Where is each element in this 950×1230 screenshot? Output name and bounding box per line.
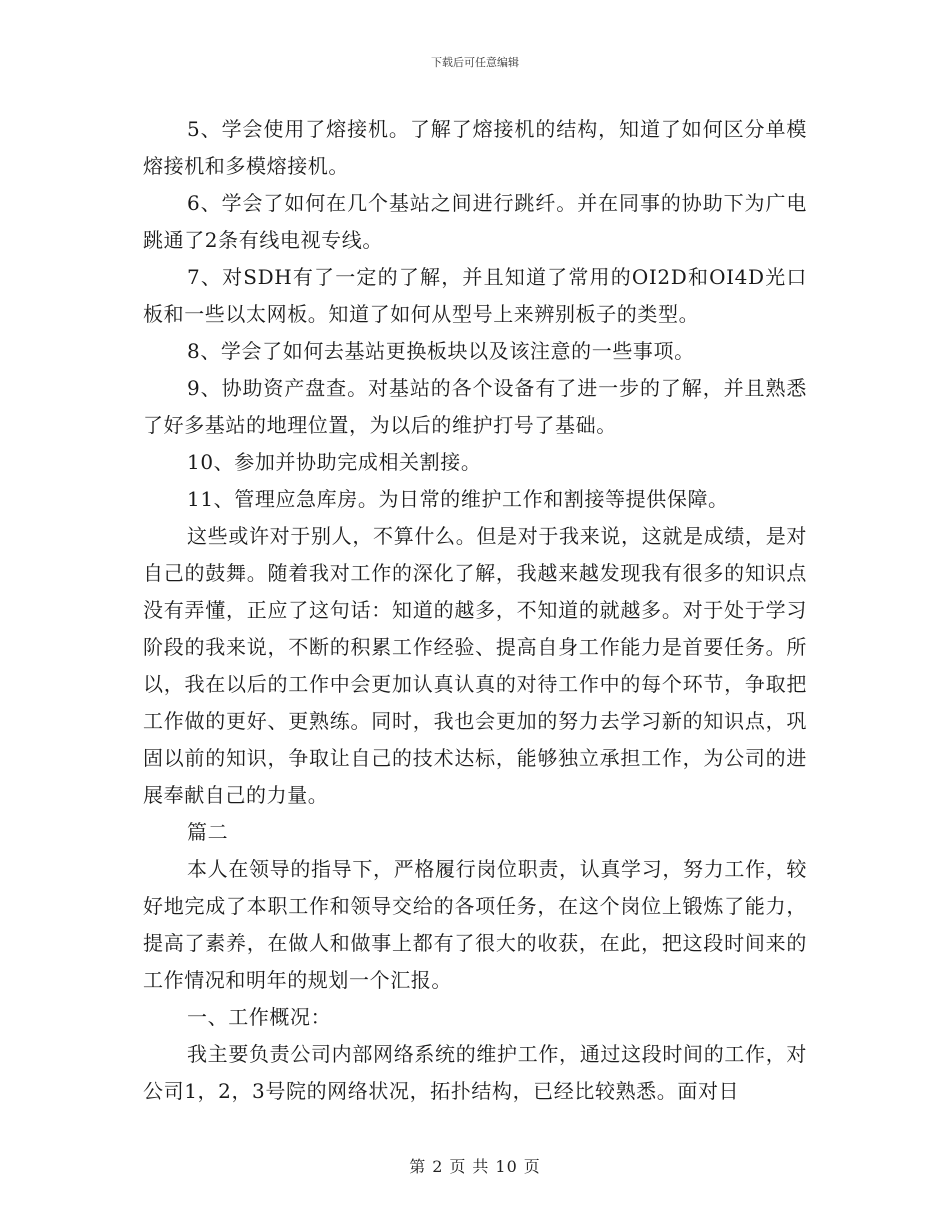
document-body [143,111,807,1110]
paragraph-intro: 本人在领导的指导下，严格履行岗位职责，认真学习，努力工作，较好地完成了本职工作和领导交给的各项任务，在这个岗位上锻炼了能力，提高了素养，在做人和做事上都有了很大的收获，在此，把这段时间来的工作情况和明年的规划一个汇报。 [143,857,807,992]
paragraph-item-9: 9、协助资产盘查。对基站的各个设备有了进一步的了解，并且熟悉了好多基站的地理位置，为以后的维护打号了基础。 [143,376,807,437]
footer-prefix: 第 [409,1157,427,1176]
section-heading-part-two: 篇二 [187,820,229,844]
paragraph-item-5: 5、学会使用了熔接机。了解了熔接机的结构，知道了如何区分单模熔接机和多模熔接机。 [143,117,807,178]
paragraph-item-8: 8、学会了如何去基站更换板块以及该注意的一些事项。 [187,339,695,363]
page-header-note: 下载后可任意编辑 [431,56,519,69]
paragraph-item-10: 10、参加并协助完成相关割接。 [187,450,482,474]
footer-total-word: 共 [472,1157,490,1176]
page-footer [0,1154,950,1177]
paragraph-item-7: 7、对SDH有了一定的了解，并且知道了常用的OI2D和OI4D光口板和一些以太网板。知道了如何从型号上来辨别板子的类型。 [143,265,807,326]
footer-total-pages: 10 [495,1157,518,1176]
paragraph-summary: 这些或许对于别人，不算什么。但是对于我来说，这就是成绩，是对自己的鼓舞。随着我对工作的深化了解，我越来越发现我有很多的知识点没有弄懂，正应了这句话：知道的越多，不知道的就越多。对于处于学习阶段的我来说，不断的积累工作经验、提高自身工作能力是首要任务。所以，我在以后的工作中会更加认真认真的对待工作中的每个环节，争取把工作做的更好、更熟练。同时，我也会更加的努力去学习新的知识点，巩固以前的知识，争取让自己的技术达标，能够独立承担工作，为公司的进展奉献自己的力量。 [143,524,807,807]
footer-current-page: 2 [432,1157,444,1176]
footer-page-word: 页 [449,1157,467,1176]
paragraph-item-11: 11、管理应急库房。为日常的维护工作和割接等提供保障。 [187,487,729,511]
paragraph-item-6: 6、学会了如何在几个基站之间进行跳纤。并在同事的协助下为广电跳通了2条有线电视专线。 [143,191,807,252]
footer-suffix: 页 [523,1157,541,1176]
paragraph-work-overview: 我主要负责公司内部网络系统的维护工作，通过这段时间的工作，对公司1，2，3号院的网络状况，拓扑结构，已经比较熟悉。面对日 [143,1042,807,1103]
section-heading-work-overview: 一、工作概况： [187,1005,332,1029]
